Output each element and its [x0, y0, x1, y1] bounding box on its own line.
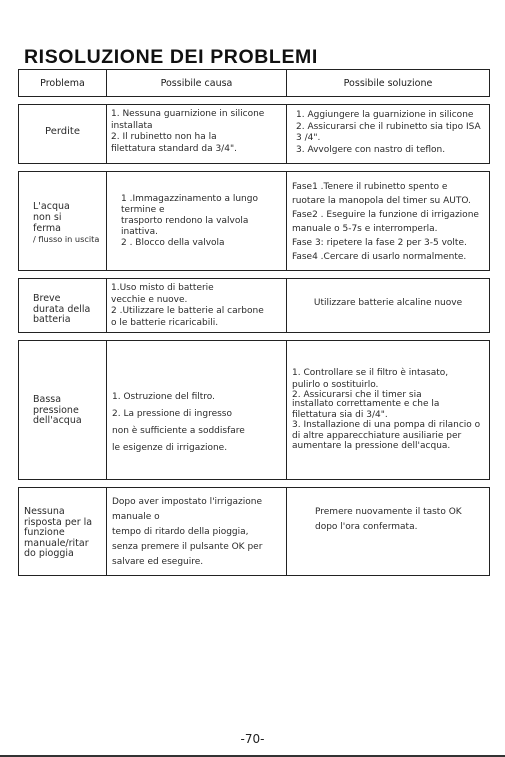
problem-text: dell'acqua	[33, 415, 82, 426]
problem-text: / flusso in uscita	[33, 234, 100, 244]
cause-cell	[107, 488, 287, 576]
solution-line: pulirlo o sostituirlo.	[292, 379, 379, 390]
solution-line: 3. Installazione di una pompa di rilancio o	[292, 420, 481, 430]
row-gap	[19, 271, 490, 279]
problem-text: pressione	[33, 404, 79, 416]
problem-cell	[19, 279, 107, 333]
cause-line: termine e	[121, 205, 165, 215]
solution-line: manuale o 5-7s e interromperla.	[292, 224, 438, 234]
problem-cell	[19, 172, 107, 271]
header-cause: Possibile causa	[107, 70, 287, 97]
cause-line: 2. La pressione di ingresso	[112, 409, 232, 419]
solution-line: 2. Assicurarsi che il rubinetto sia tipo ISA	[296, 121, 481, 132]
solution-line: Fase4 .Cercare di usarlo normalmente.	[292, 252, 467, 262]
table-row	[19, 488, 490, 576]
page-title: RISOLUZIONE DEI PROBLEMI	[24, 46, 318, 68]
cause-line: salvare ed eseguire.	[112, 557, 204, 567]
cause-line: Dopo aver impostato l'irrigazione	[112, 497, 262, 507]
table-row	[19, 279, 490, 333]
solution-line: installato correttamente e che la	[292, 399, 440, 409]
header-solution: Possibile soluzione	[287, 70, 490, 97]
row-gap	[19, 333, 490, 341]
solution-line: aumentare la pressione dell'acqua.	[292, 441, 451, 451]
problem-text: Bassa	[33, 394, 62, 405]
cause-line: non è sufficiente a soddisfare	[112, 426, 245, 436]
problem-text: batteria	[33, 314, 71, 325]
solution-cell	[287, 172, 490, 271]
solution-line: 3 /4".	[296, 133, 321, 143]
solution-line: Fase1 .Tenere il rubinetto spento e	[292, 182, 448, 192]
cause-line: o le batterie ricaricabili.	[111, 317, 219, 328]
cause-line: senza premere il pulsante OK per	[112, 542, 263, 552]
row-gap	[19, 97, 490, 105]
solution-line: ruotare la manopola del timer su AUTO.	[292, 196, 471, 206]
solution-line: 3. Avvolgere con nastro di teflon.	[296, 144, 446, 155]
solution-line: Premere nuovamente il tasto OK	[315, 507, 462, 517]
row-gap	[19, 164, 490, 172]
solution-cell	[287, 341, 490, 480]
solution-line: 1. Aggiungere la guarnizione in silicone	[296, 110, 474, 120]
problem-text: do pioggia	[24, 548, 74, 559]
cause-cell	[107, 105, 287, 164]
cause-line: 1 .Immagazzinamento a lungo	[121, 194, 258, 204]
solution-cell	[287, 105, 490, 164]
problem-text: Perdite	[45, 126, 80, 137]
cause-line: trasporto rendono la valvola	[121, 216, 249, 226]
cause-line: 1.Uso misto di batterie	[111, 283, 214, 293]
cause-line: tempo di ritardo della pioggia,	[112, 527, 249, 537]
page-number: -70-	[240, 732, 265, 746]
table-row	[19, 341, 490, 480]
cause-cell	[107, 341, 287, 480]
problem-cell	[19, 341, 107, 480]
solution-line: filettatura sia di 3/4".	[292, 409, 388, 420]
solution-line: 2. Assicurarsi che il timer sia	[292, 390, 422, 400]
solution-cell	[287, 488, 490, 576]
solution-line: Fase2 . Eseguire la funzione di irrigazione	[292, 210, 479, 220]
solution-line: Utilizzare batterie alcaline nuove	[313, 298, 463, 308]
problem-text: funzione	[24, 527, 65, 538]
cause-line: 2 . Blocco della valvola	[121, 238, 225, 248]
troubleshooting-table	[18, 69, 490, 576]
header-problem: Problema	[19, 70, 107, 97]
solution-line: 1. Controllare se il filtro è intasato,	[292, 368, 449, 378]
problem-text: durata della	[33, 303, 91, 315]
cause-line: filettatura standard da 3/4".	[111, 143, 237, 154]
cause-line: le esigenze di irrigazione.	[112, 443, 228, 453]
cause-line: inattiva.	[121, 227, 158, 237]
cause-line: vecchie e nuove.	[111, 294, 188, 305]
problem-text: Nessuna	[24, 506, 65, 517]
problem-text: risposta per la	[24, 516, 93, 528]
problem-cell	[19, 488, 107, 576]
solution-line: Fase 3: ripetere la fase 2 per 3-5 volte.	[292, 238, 467, 248]
cause-cell	[107, 172, 287, 271]
cause-line: 1. Nessuna guarnizione in silicone	[111, 109, 265, 119]
problem-text: non si	[33, 212, 62, 223]
table-header-row	[19, 70, 490, 97]
problem-text: ferma	[33, 223, 62, 234]
solution-cell	[287, 279, 490, 333]
solution-line: di altre apparecchiature ausiliarie per	[292, 430, 462, 441]
cause-line: manuale o	[112, 512, 160, 522]
table-row	[19, 105, 490, 164]
cause-line: 2. Il rubinetto non ha la	[111, 132, 217, 142]
solution-line: dopo l'ora confermata.	[315, 522, 418, 532]
row-gap	[19, 480, 490, 488]
cause-line: 1. Ostruzione del filtro.	[112, 392, 216, 402]
cause-line: installata	[111, 120, 153, 131]
problem-text: Breve	[33, 293, 61, 304]
problem-cell	[19, 105, 107, 164]
cause-line: 2 .Utilizzare le batterie al carbone	[111, 306, 264, 316]
problem-text: L'acqua	[33, 201, 70, 212]
table-row	[19, 172, 490, 271]
problem-text: manuale/ritar	[24, 537, 89, 549]
cause-cell	[107, 279, 287, 333]
